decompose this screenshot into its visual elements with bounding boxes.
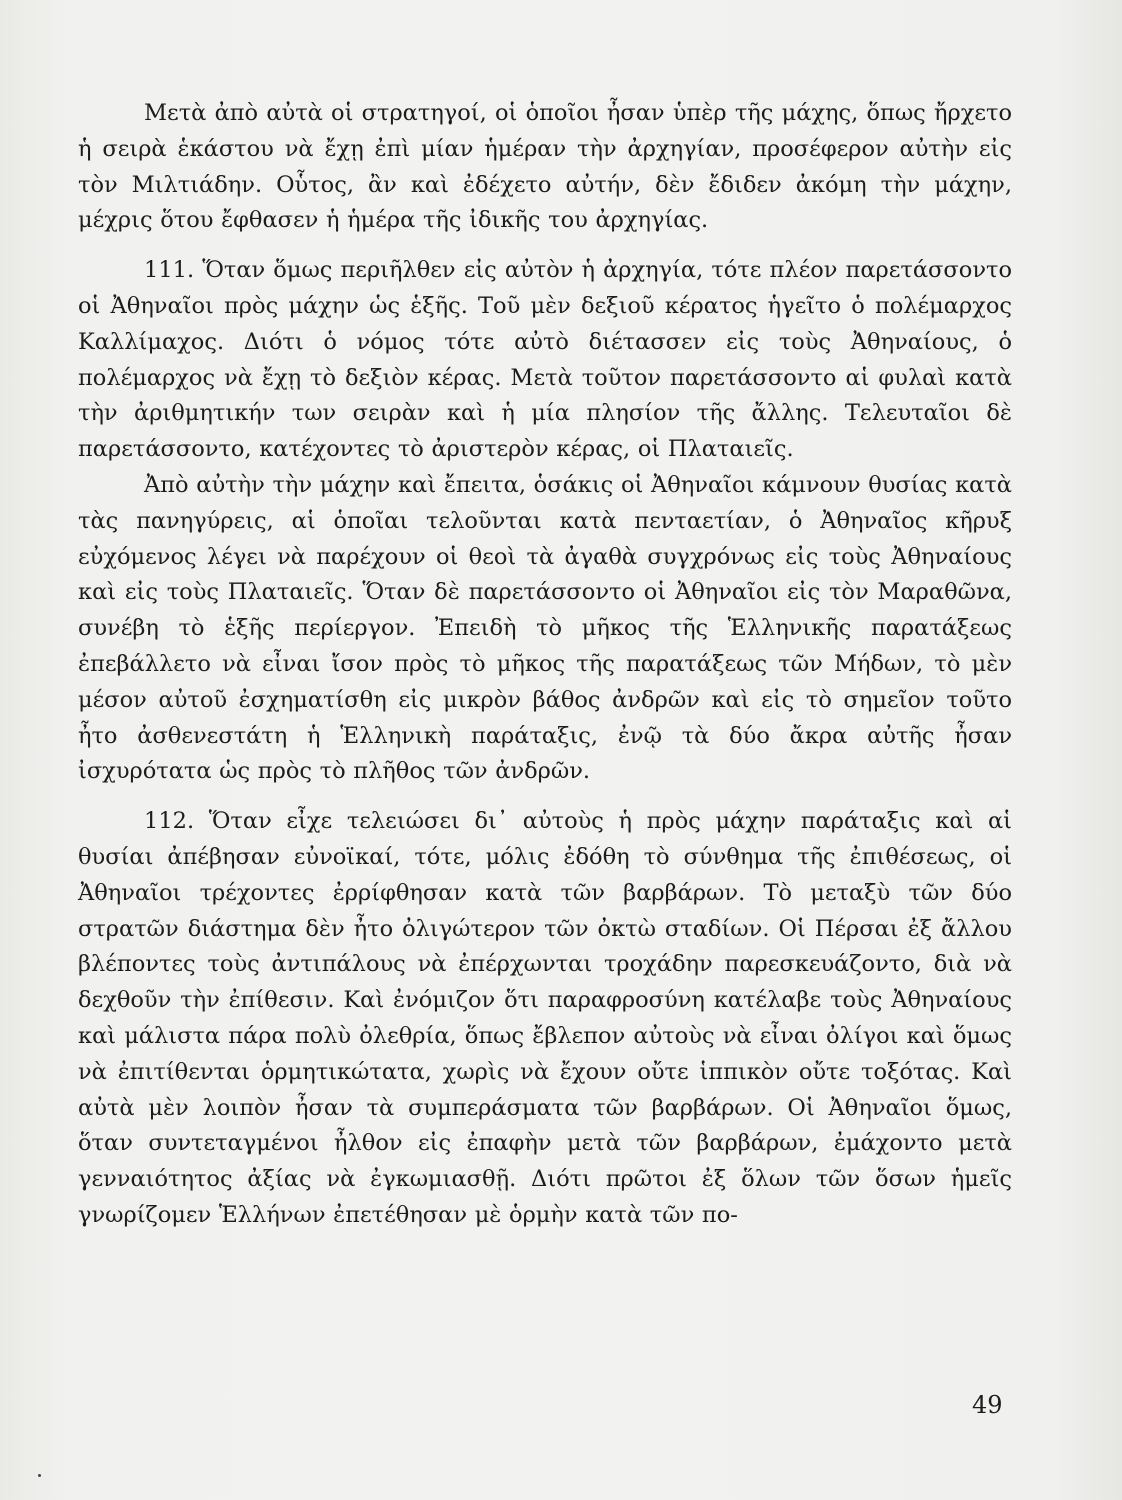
paragraph-1: Μετὰ ἀπὸ αὐτὰ οἱ στρατηγοί, οἱ ὁποῖοι ἦσαν ὑπὲρ τῆς μάχης, ὅπως ἤρχετο ἡ σειρὰ ἑκάστου νὰ ἔχῃ ἐπὶ μίαν ἡμέραν τὴν ἀρχηγίαν, προσέφερον αὐτὴν εἰς τὸν Μιλτιάδην. Οὗτος, ἂν καὶ ἐδέχετο αὐτήν, δὲν ἔδιδεν ἀκόμη τὴν μάχην, μέχρις ὅτου ἔφθασεν ἡ ἡμέρα τῆς ἰδικῆς του ἀρχηγίας. (78, 100, 1012, 234)
body-text (78, 96, 1012, 1234)
paragraph-112: 112. Ὅταν εἶχε τελειώσει δι᾽ αὐτοὺς ἡ πρὸς μάχην παράταξις καὶ αἱ θυσίαι ἀπέβησαν εὐνοϊκαί, τότε, μόλις ἐδόθη τὸ σύνθημα τῆς ἐπιθέσεως, οἱ Ἀθηναῖοι τρέχοντες ἐρρίφθησαν κατὰ τῶν βαρβάρων. Τὸ μεταξὺ τῶν δύο στρατῶν διάστημα δὲν ἦτο ὀλιγώτερον τῶν ὀκτὼ σταδίων. Οἱ Πέρσαι ἐξ ἄλλου βλέποντες τοὺς ἀντιπάλους νὰ ἐπέρχωνται τροχάδην παρεσκευάζοντο, διὰ νὰ δεχθοῦν τὴν ἐπίθεσιν. Καὶ ἐνόμιζον ὅτι παραφροσύνη κατέλαβε τοὺς Ἀθηναίους καὶ μάλιστα πάρα πολὺ ὀλεθρία, ὅπως ἔβλεπον αὐτοὺς νὰ εἶναι ὀλίγοι καὶ ὅμως νὰ ἐπιτίθενται ὁρμητικώτατα, χωρὶς νὰ ἔχουν οὔτε ἱππικὸν οὔτε τοξότας. Καὶ αὐτὰ μὲν λοιπὸν ἦσαν τὰ συμπεράσματα τῶν βαρβάρων. Οἱ Ἀθηναῖοι ὅμως, ὅταν συντεταγμένοι ἦλθον εἰς ἐπαφὴν μετὰ τῶν βαρβάρων, ἐμάχοντο μετὰ γενναιότητος ἀξίας νὰ ἐγκωμιασθῇ. Διότι πρῶτοι ἐξ ὅλων τῶν ὅσων ἡμεῖς γνωρίζομεν Ἑλλήνων ἐπετέθησαν μὲ ὁρμὴν κατὰ τῶν πο- (78, 808, 1012, 1228)
paragraph-3: Ἀπὸ αὐτὴν τὴν μάχην καὶ ἔπειτα, ὁσάκις οἱ Ἀθηναῖοι κάμνουν θυσίας κατὰ τὰς πανηγύρεις, αἱ ὁποῖαι τελοῦνται κατὰ πενταετίαν, ὁ Ἀθηναῖος κῆρυξ εὐχόμενος λέγει νὰ παρέχουν οἱ θεοὶ τὰ ἀγαθὰ συγχρόνως εἰς τοὺς Ἀθηναίους καὶ εἰς τοὺς Πλαταιεῖς. Ὅταν δὲ παρετάσσοντο οἱ Ἀθηναῖοι εἰς τὸν Μαραθῶνα, συνέβη τὸ ἑξῆς περίεργον. Ἐπειδὴ τὸ μῆκος τῆς Ἑλληνικῆς παρατάξεως ἐπεβάλλετο νὰ εἶναι ἴσον πρὸς τὸ μῆκος τῆς παρατάξεως τῶν Μήδων, τὸ μὲν μέσον αὐτοῦ ἐσχηματίσθη εἰς μικρὸν βάθος ἀνδρῶν καὶ εἰς τὸ σημεῖον τοῦτο ἦτο ἀσθενεστάτη ἡ Ἑλληνικὴ παράταξις, ἐνῷ τὰ δύο ἄκρα αὐτῆς ἦσαν ἰσχυρότατα ὡς πρὸς τὸ πλῆθος τῶν ἀνδρῶν. (78, 471, 1012, 785)
scan-speck (38, 1474, 41, 1477)
paragraph-111: 111. Ὅταν ὅμως περιῆλθεν εἰς αὐτὸν ἡ ἀρχηγία, τότε πλέον παρετάσσοντο οἱ Ἀθηναῖοι πρὸς μάχην ὡς ἑξῆς. Τοῦ μὲν δεξιοῦ κέρατος ἡγεῖτο ὁ πολέμαρχος Καλλίμαχος. Διότι ὁ νόμος τότε αὐτὸ διέτασσεν εἰς τοὺς Ἀθηναίους, ὁ πολέμαρχος νὰ ἔχῃ τὸ δεξιὸν κέρας. Μετὰ τοῦτον παρετάσσοντο αἱ φυλαὶ κατὰ τὴν ἀριθμητικήν των σειρὰν καὶ ἡ μία πλησίον τῆς ἄλλης. Τελευταῖοι δὲ παρετάσσοντο, κατέχοντες τὸ ἀριστερὸν κέρας, οἱ Πλαταιεῖς. (78, 257, 1012, 463)
page-number: 49 (972, 1391, 1003, 1419)
